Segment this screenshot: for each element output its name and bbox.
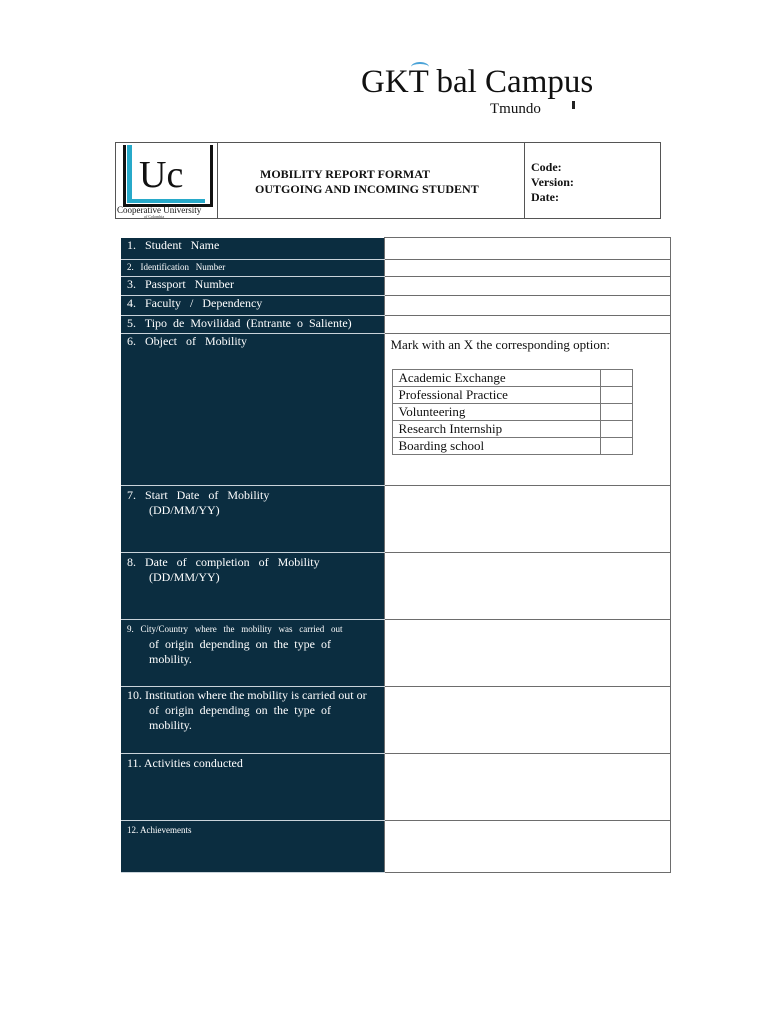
passport-field[interactable] bbox=[384, 277, 671, 296]
logo-small-text: of Colombia bbox=[144, 214, 165, 219]
achievements-label-text: 12. Achievements bbox=[127, 825, 192, 835]
faculty-field[interactable] bbox=[384, 296, 671, 316]
completion-date-label-text: 8. Date of completion of Mobility bbox=[127, 555, 320, 569]
start-date-label bbox=[121, 486, 384, 553]
option-label: Boarding school bbox=[392, 438, 600, 455]
city-country-label-line3: mobility. bbox=[149, 652, 192, 666]
option-mark-professional-practice[interactable] bbox=[600, 387, 632, 404]
start-date-format: (DD/MM/YY) bbox=[149, 503, 220, 517]
brand-title: GKT bal Campus bbox=[361, 64, 594, 100]
form-row-tipo bbox=[121, 316, 671, 334]
option-mark-academic-exchange[interactable] bbox=[600, 370, 632, 387]
faculty-label-text: 4. Faculty / Dependency bbox=[127, 296, 263, 310]
form-row-institution bbox=[121, 687, 671, 754]
start-date-label-text: 7. Start Date of Mobility bbox=[127, 488, 270, 502]
institution-label-line2: of origin depending on the type of bbox=[149, 703, 331, 717]
mobility-form bbox=[121, 237, 671, 873]
logo-text: Cooperative University bbox=[117, 205, 202, 215]
version-label: Version: bbox=[531, 175, 574, 189]
option-row bbox=[392, 387, 632, 404]
city-country-label-text: 9. City/Country where the mobility was carried out bbox=[127, 624, 343, 634]
option-label: Volunteering bbox=[392, 404, 600, 421]
form-row-object bbox=[121, 334, 671, 486]
institution-field[interactable] bbox=[384, 687, 671, 754]
completion-date-field[interactable] bbox=[384, 553, 671, 620]
option-row bbox=[392, 404, 632, 421]
activities-field[interactable] bbox=[384, 754, 671, 821]
option-mark-research-internship[interactable] bbox=[600, 421, 632, 438]
code-label: Code: bbox=[531, 160, 562, 174]
achievements-label bbox=[121, 821, 384, 873]
form-row-city-country bbox=[121, 620, 671, 687]
institution-label-text: 10. Institution where the mobility is carried out or bbox=[127, 688, 367, 702]
brand-subtitle: Tmundo bbox=[490, 101, 541, 117]
tipo-label-text: 5. Tipo de Movilidad (Entrante o Saliente) bbox=[127, 316, 352, 330]
brand-mark-icon bbox=[572, 101, 575, 109]
student-name-label-text: 1. Student Name bbox=[127, 237, 220, 252]
start-date-field[interactable] bbox=[384, 486, 671, 553]
logo-letters: Uc bbox=[139, 154, 184, 196]
object-instruction: Mark with an X the corresponding option: bbox=[390, 337, 611, 352]
tipo-field[interactable] bbox=[384, 316, 671, 334]
object-field bbox=[384, 334, 671, 486]
form-row-completion-date bbox=[121, 553, 671, 620]
passport-label bbox=[121, 277, 384, 296]
option-mark-boarding-school[interactable] bbox=[600, 438, 632, 455]
option-row bbox=[392, 370, 632, 387]
form-row-faculty bbox=[121, 296, 671, 316]
logo-cell bbox=[116, 143, 218, 218]
identification-field[interactable] bbox=[384, 260, 671, 277]
form-row-passport bbox=[121, 277, 671, 296]
faculty-label bbox=[121, 296, 384, 316]
identification-label-text: 2. Identification Number bbox=[127, 262, 226, 272]
achievements-field[interactable] bbox=[384, 821, 671, 873]
option-label: Research Internship bbox=[392, 421, 600, 438]
form-subtitle: OUTGOING AND INCOMING STUDENT bbox=[255, 182, 479, 196]
student-name-label bbox=[121, 238, 384, 260]
completion-date-format: (DD/MM/YY) bbox=[149, 570, 220, 584]
form-title: MOBILITY REPORT FORMAT bbox=[260, 167, 431, 181]
activities-label bbox=[121, 754, 384, 821]
date-label: Date: bbox=[531, 190, 559, 204]
completion-date-label bbox=[121, 553, 384, 620]
form-row-activities bbox=[121, 754, 671, 821]
institution-label-line3: mobility. bbox=[149, 718, 192, 732]
form-row-identification bbox=[121, 260, 671, 277]
student-name-field[interactable] bbox=[384, 238, 671, 260]
identification-label bbox=[121, 260, 384, 277]
form-header bbox=[115, 142, 661, 219]
city-country-field[interactable] bbox=[384, 620, 671, 687]
form-row-start-date bbox=[121, 486, 671, 553]
object-options-table bbox=[392, 369, 633, 455]
form-row-achievements bbox=[121, 821, 671, 873]
passport-label-text: 3. Passport Number bbox=[127, 277, 234, 291]
form-meta bbox=[525, 143, 660, 218]
option-mark-volunteering[interactable] bbox=[600, 404, 632, 421]
city-country-label bbox=[121, 620, 384, 687]
object-label bbox=[121, 334, 384, 486]
option-row bbox=[392, 421, 632, 438]
tipo-label bbox=[121, 316, 384, 334]
object-label-text: 6. Object of Mobility bbox=[127, 334, 247, 348]
city-country-label-line2: of origin depending on the type of bbox=[149, 637, 331, 651]
option-row bbox=[392, 438, 632, 455]
activities-label-text: 11. Activities conducted bbox=[127, 756, 243, 770]
institution-label bbox=[121, 687, 384, 754]
form-title-cell bbox=[218, 143, 525, 218]
option-label: Academic Exchange bbox=[392, 370, 600, 387]
form-row-student-name bbox=[121, 238, 671, 260]
logo-accent bbox=[127, 145, 132, 203]
option-label: Professional Practice bbox=[392, 387, 600, 404]
logo-accent-bar bbox=[127, 199, 205, 203]
